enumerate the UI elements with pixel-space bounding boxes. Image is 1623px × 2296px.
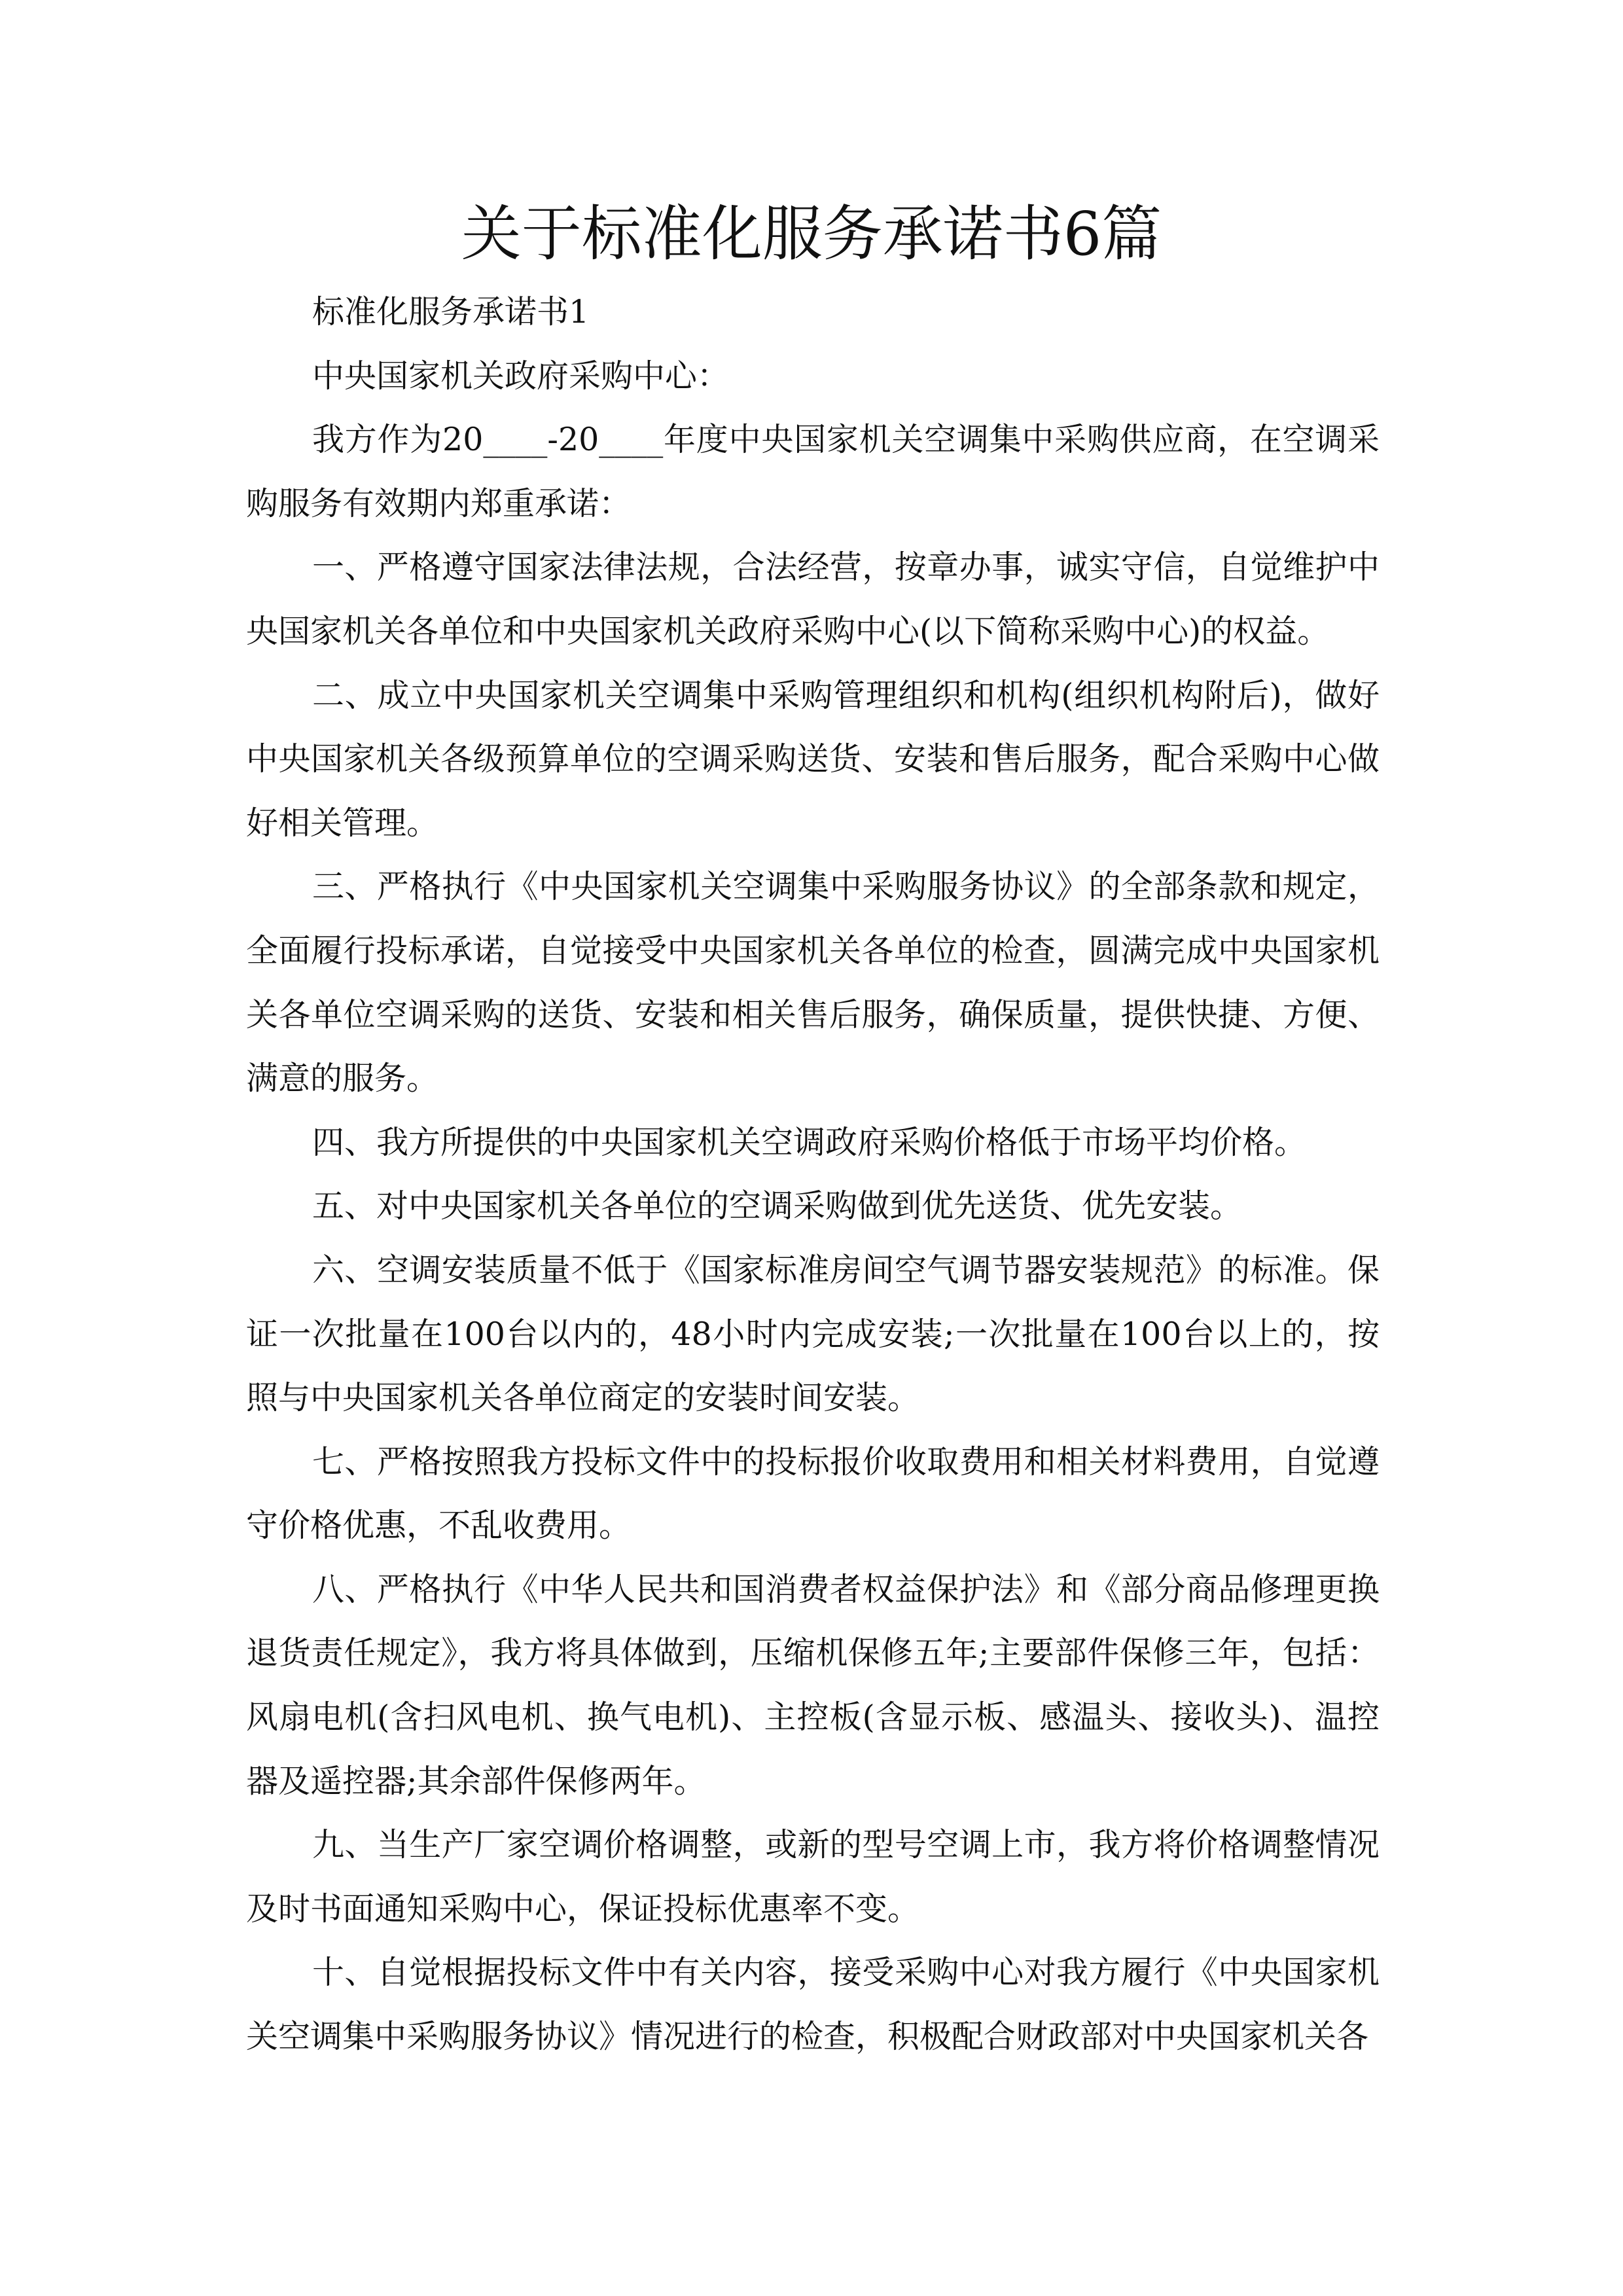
text-line: 满意的服务。 (246, 1060, 439, 1098)
text-line: 关空调集中采购服务协议》情况进行的检查，积极配合财政部对中央国家机关各 (246, 2018, 1369, 2056)
text-line: 二、成立中央国家机关空调集中采购管理组织和机构(组织机构附后)，做好 (312, 676, 1380, 714)
text-line: 关各单位空调采购的送货、安装和相关售后服务，确保质量，提供快捷、方便、 (246, 996, 1380, 1033)
document-title: 关于标准化服务承诺书6篇 (461, 199, 1162, 269)
text-line: 七、严格按照我方投标文件中的投标报价收取费用和相关材料费用，自觉遵 (312, 1443, 1380, 1480)
text-line: 十、自觉根据投标文件中有关内容，接受采购中心对我方履行《中央国家机 (312, 1954, 1380, 1992)
text-line: 全面履行投标承诺，自觉接受中央国家机关各单位的检查，圆满完成中央国家机 (246, 931, 1380, 969)
paragraph (246, 1813, 1380, 1941)
paragraph (246, 1941, 1380, 2068)
paragraph (246, 1430, 1380, 1558)
text-line: 中央国家机关政府采购中心： (312, 357, 730, 395)
paragraph (246, 1111, 1380, 1175)
text-line: 退货责任规定》，我方将具体做到，压缩机保修五年;主要部件保修三年，包括： (246, 1634, 1380, 1672)
text-line: 中央国家机关各级预算单位的空调采购送货、安装和售后服务，配合采购中心做 (246, 740, 1380, 778)
text-line: 守价格优惠，不乱收费用。 (246, 1507, 632, 1545)
text-line: 证一次批量在100台以内的，48小时内完成安装;一次批量在100台以上的，按 (246, 1315, 1380, 1353)
text-line: 购服务有效期内郑重承诺： (246, 484, 632, 522)
text-line: 好相关管理。 (246, 804, 439, 842)
text-line: 风扇电机(含扫风电机、换气电机)、主控板(含显示板、感温头、接收头)、温控 (246, 1698, 1380, 1736)
paragraph (246, 1238, 1380, 1430)
text-line: 及时书面通知采购中心，保证投标优惠率不变。 (246, 1890, 920, 1928)
text-line: 三、严格执行《中央国家机关空调集中采购服务协议》的全部条款和规定， (312, 868, 1380, 906)
paragraph (246, 1174, 1380, 1238)
text-line: 九、当生产厂家空调价格调整，或新的型号空调上市，我方将价格调整情况 (312, 1826, 1380, 1864)
text-line: 标准化服务承诺书1 (312, 293, 590, 331)
text-line: 四、我方所提供的中央国家机关空调政府采购价格低于市场平均价格。 (312, 1123, 1307, 1161)
document-body (246, 280, 1380, 2069)
text-line: 器及遥控器;其余部件保修两年。 (246, 1762, 706, 1800)
paragraph (246, 408, 1380, 535)
text-line: 一、严格遵守国家法律法规，合法经营，按章办事，诚实守信，自觉维护中 (312, 548, 1380, 586)
text-line: 六、空调安装质量不低于《国家标准房间空气调节器安装规范》的标准。保 (312, 1251, 1380, 1289)
paragraph (246, 344, 1380, 408)
text-line: 我方作为20____-20____年度中央国家机关空调集中采购供应商，在空调采 (312, 421, 1380, 459)
paragraph (246, 280, 1380, 344)
text-line: 照与中央国家机关各单位商定的安装时间安装。 (246, 1379, 920, 1417)
paragraph (246, 535, 1380, 663)
paragraph (246, 855, 1380, 1110)
text-line: 央国家机关各单位和中央国家机关政府采购中心(以下简称采购中心)的权益。 (246, 612, 1330, 650)
text-line: 五、对中央国家机关各单位的空调采购做到优先送货、优先安装。 (312, 1187, 1243, 1225)
paragraph (246, 1558, 1380, 1813)
text-line: 八、严格执行《中华人民共和国消费者权益保护法》和《部分商品修理更换 (312, 1570, 1380, 1608)
paragraph (246, 664, 1380, 855)
